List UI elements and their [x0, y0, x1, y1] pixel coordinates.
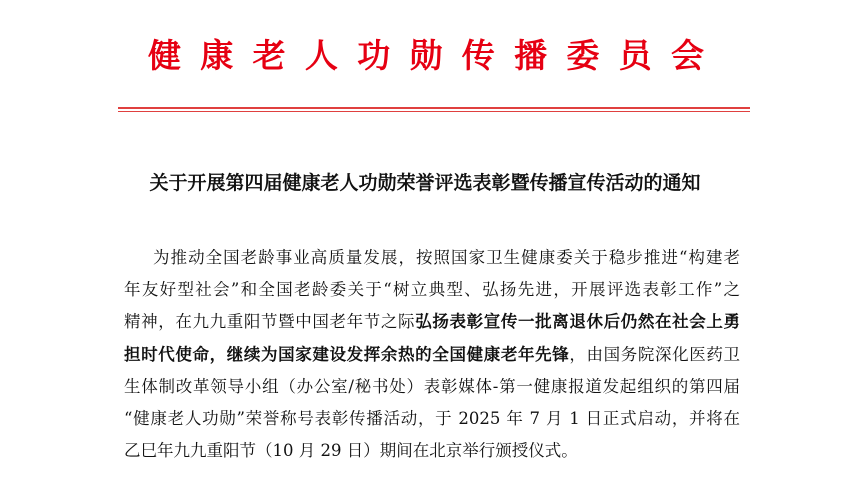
paragraph-line	[124, 407, 740, 439]
paragraph-line	[124, 343, 740, 375]
organization-header	[148, 30, 704, 77]
header-divider-thin	[118, 111, 750, 112]
paragraph-line	[124, 278, 740, 310]
text: 为推动全国老龄事业高质量发展，按照国家卫生健康委关于稳步推进“构建老	[153, 248, 740, 267]
organization-char: 人	[304, 36, 338, 75]
organization-char: 会	[670, 36, 704, 75]
document-body	[124, 246, 740, 471]
organization-char: 康	[200, 36, 234, 75]
bold-text: 担时代使命，继续为国家建设发挥余热的全国健康老年先锋	[124, 344, 570, 364]
text: 年友好型社会”和全国老龄委关于“树立典型、弘扬先进，开展评选表彰工作”之	[124, 280, 740, 300]
text: 生体制改革领导小组（办公室/秘书处）表彰媒体-第一健康报道发起组织的第四届	[124, 376, 740, 396]
document-title: 关于开展第四届健康老人功勋荣誉评选表彰暨传播宣传活动的通知	[149, 172, 701, 194]
organization-char: 勋	[409, 36, 443, 75]
organization-char: 员	[618, 36, 652, 75]
text: ，由国务院深化医药卫	[569, 344, 741, 364]
text: 乙巳年九九重阳节（10 月 29 日）期间在北京举行颁授仪式。	[124, 441, 578, 461]
bold-text: 弘扬表彰宣传一批离退休后仍然在社会上勇	[415, 312, 741, 332]
organization-char: 健	[148, 36, 181, 75]
organization-char: 委	[566, 36, 600, 75]
paragraph-line	[124, 246, 740, 278]
paragraph-line	[124, 439, 740, 471]
paragraph-line	[124, 310, 740, 342]
text: 精神，在九九重阳节暨中国老年节之际	[124, 312, 416, 332]
organization-char: 播	[514, 36, 548, 75]
organization-char: 传	[461, 36, 495, 75]
header-divider	[118, 107, 750, 109]
paragraph-line	[124, 375, 740, 407]
organization-char: 老	[252, 36, 286, 75]
text: “健康老人功勋”荣誉称号表彰传播活动，于 2025 年 7 月 1 日正式启动，并将在	[124, 408, 740, 428]
organization-char: 功	[357, 36, 391, 75]
